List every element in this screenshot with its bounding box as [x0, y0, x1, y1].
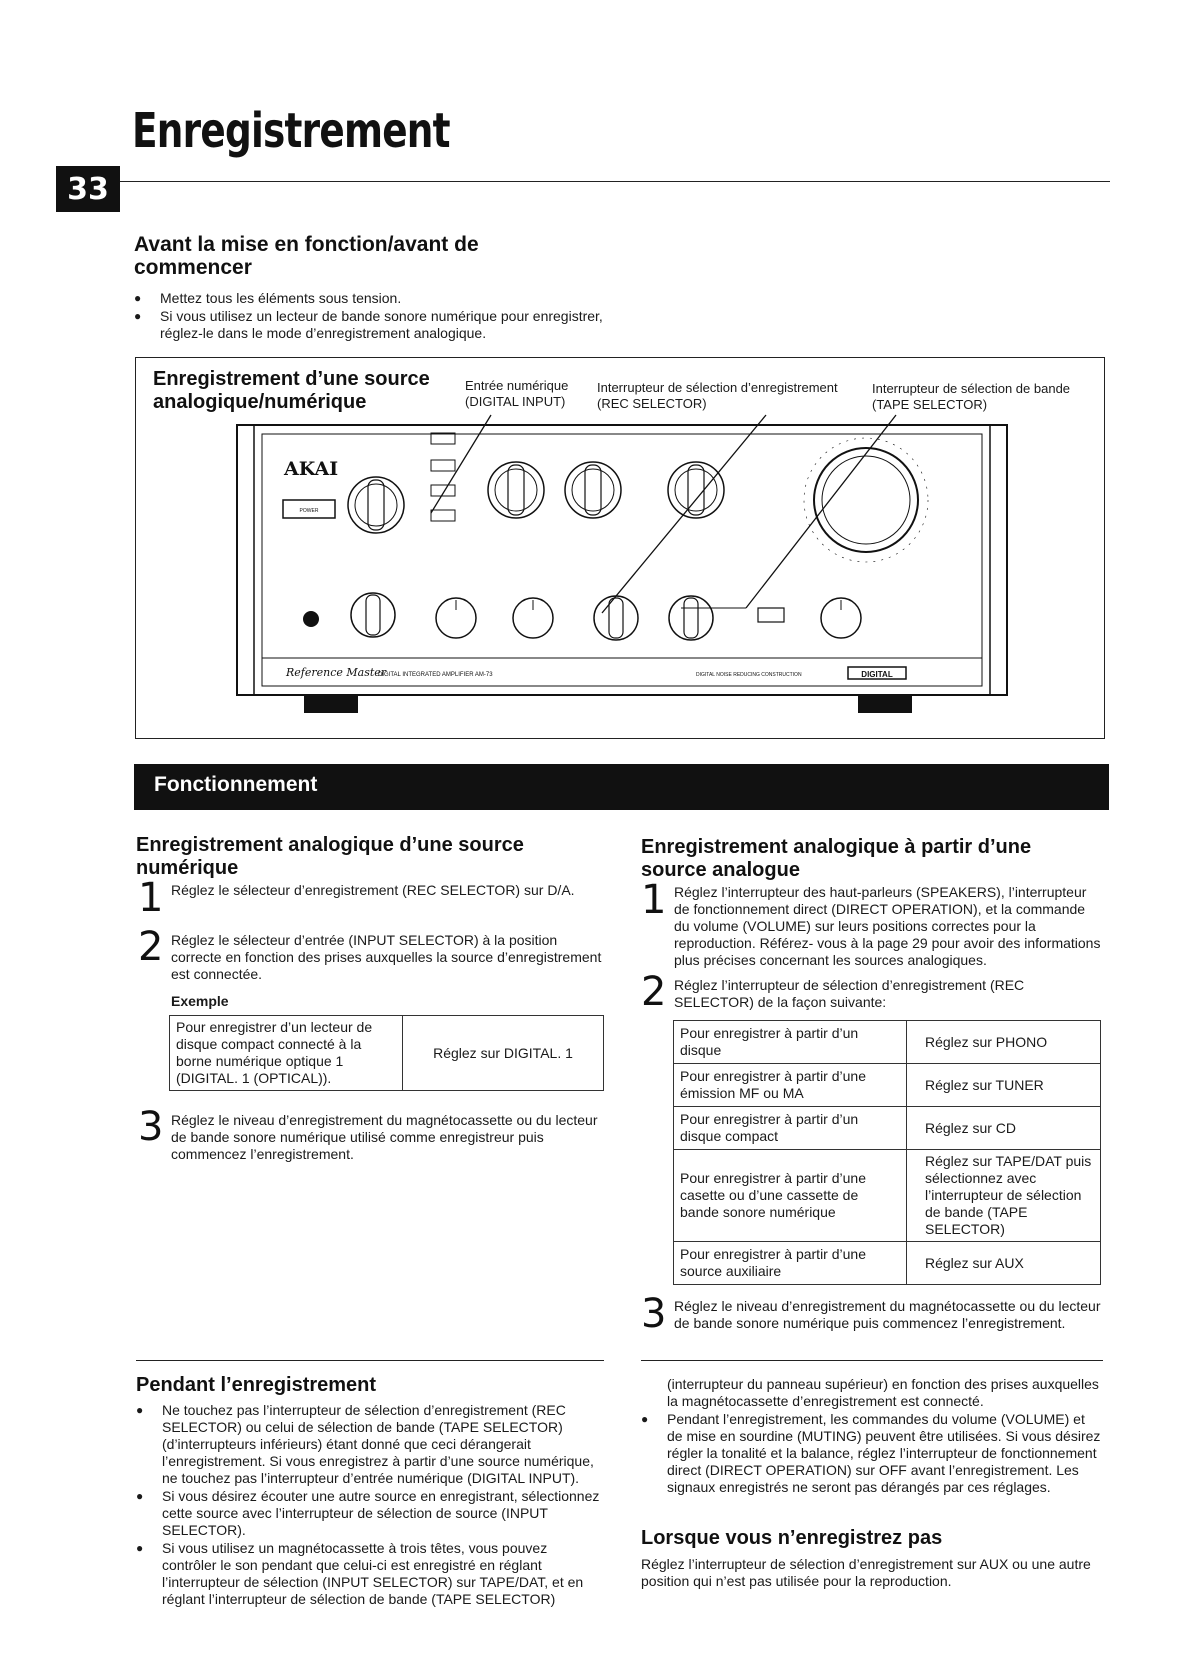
figure-heading: Enregistrement d’une source analogique/numérique	[153, 368, 430, 413]
page-title: Enregistrement	[132, 103, 450, 159]
title-rule	[120, 181, 1110, 182]
during-continuation: (interrupteur du panneau supérieur) en fonction des prises auxquelles la magnétocassette d’enregistrement est connecté.	[667, 1376, 1099, 1409]
svg-text:POWER: POWER	[299, 508, 319, 514]
svg-text:DIGITAL INTEGRATED AMPLIFIER: DIGITAL INTEGRATED AMPLIFIER AM-73	[378, 672, 493, 678]
table-row: Pour enregistrer à partir d’une casette ou d’une cassette de bande sonore numérique Réglez sur TAPE/DAT puis sélectionnez avec l’interrupteur de sélection de bande (TAPE SELECTOR)	[674, 1150, 1101, 1242]
step-number: 3	[138, 1104, 164, 1150]
table-row	[170, 1016, 604, 1091]
amplifier-illustration	[236, 400, 1012, 715]
example-table	[169, 1015, 604, 1091]
table-row: Pour enregistrer à partir d’une source auxiliaire Réglez sur AUX	[674, 1242, 1101, 1285]
phones-jack	[303, 611, 319, 627]
speakers-knob	[351, 593, 395, 637]
left-step-text: Réglez le sélecteur d’enregistrement (REC SELECTOR) sur D/A.	[171, 882, 575, 898]
not-recording-heading: Lorsque vous n’enregistrez pas	[641, 1527, 943, 1549]
step-number: 3	[641, 1291, 667, 1337]
not-recording-text: Réglez l’interrupteur de sélection d’enregistrement sur AUX ou une autre position qui n’est pas utilisée pour la reproduction.	[641, 1556, 1091, 1589]
tape-selector-knob-bottom	[669, 596, 713, 640]
step-number: 2	[641, 969, 667, 1015]
right-step-text: Réglez l’interrupteur de sélection d’enregistrement (REC SELECTOR) de la façon suivante:	[674, 977, 1025, 1010]
intro-bullet: ● Si vous utilisez un lecteur de bande sonore numérique pour enregistrer, réglez-le dans le mode d’enregistrement analogique.	[134, 308, 604, 342]
during-bullet: ● Si vous utilisez un magnétocassette à trois têtes, vous pouvez contrôler le son pendant que celui-ci est enregistré en réglant l’interrupteur de sélection (INPUT SELECTOR) sur TAPE/DAT, et en réglant l’interrupteur de sélection de bande (TAPE SELECTOR)	[136, 1540, 604, 1608]
rec-selector-knob	[594, 596, 638, 640]
right-step-text: Réglez le niveau d’enregistrement du magnétocassette ou du lecteur de bande sonore numérique puis commencez l’enregistrement.	[674, 1298, 1101, 1331]
table-row: Pour enregistrer à partir d’un disque Réglez sur PHONO	[674, 1021, 1101, 1064]
volume-knob	[804, 438, 928, 562]
direct-operation-knob	[668, 462, 724, 518]
page-number: 33	[56, 166, 120, 212]
balance-knob	[821, 598, 861, 638]
treble-knob	[513, 598, 553, 638]
intro-bullets	[134, 290, 604, 343]
during-bullet: ● Pendant l’enregistrement, les commandes du volume (VOLUME) et de mise en sourdine (MUTING) peuvent être utilisées. Si vous désirez régler la tonalité et la balance, réglez l’interrupteur de fonctionnement direct (DIRECT OPERATION) sur OFF avant l’enregistrement. Les signaux enregistrés ne seront pas dérangés par ces réglages.	[641, 1411, 1103, 1496]
left-step-text: Réglez le niveau d’enregistrement du magnétocassette ou du lecteur de bande sonore numérique utilisé comme enregistreur puis commencez l’enregistrement.	[171, 1112, 598, 1162]
digital-input-knob	[348, 477, 404, 533]
during-bullet: ● Si vous désirez écouter une autre source en enregistrant, sélectionnez cette source avec l’interrupteur de sélection de source (INPUT SELECTOR).	[136, 1488, 604, 1539]
rec-selector-table	[673, 1020, 1101, 1285]
svg-text:Reference Master: Reference Master	[286, 666, 387, 679]
callout-rec-selector: Interrupteur de sélection d’enregistrement (REC SELECTOR)	[597, 380, 838, 411]
separator-left	[136, 1360, 604, 1361]
muting-switch	[758, 608, 784, 622]
callout-tape-selector: Interrupteur de sélection de bande (TAPE SELECTOR)	[872, 381, 1071, 412]
example-label: Exemple	[171, 993, 229, 1009]
separator-right	[641, 1360, 1103, 1361]
right-step-text: Réglez l’interrupteur des haut-parleurs (SPEAKERS), l’interrupteur de fonctionnement direct (DIRECT OPERATION), et la commande du volume (VOLUME) sur leurs positions correctes pour la reproduction. Référez- vous à la page 29 pour avoir des informations plus précises concernant les sources analogiques.	[674, 884, 1101, 968]
during-bullets-left	[136, 1402, 604, 1609]
step-number: 1	[138, 875, 164, 921]
during-heading: Pendant l’enregistrement	[136, 1374, 377, 1396]
bass-knob	[436, 598, 476, 638]
left-step-text: Réglez le sélecteur d’entrée (INPUT SELECTOR) à la position correcte en fonction des prises auxquelles la source d’enregistrement est connectée.	[171, 932, 602, 982]
left-heading: Enregistrement analogique d’une source numérique	[136, 834, 524, 879]
brand-logo: AKAI	[284, 458, 339, 480]
callout-digital-input: Entrée numérique (DIGITAL INPUT)	[465, 378, 569, 409]
svg-text:DIGITAL: DIGITAL	[861, 670, 893, 679]
banner-label: Fonctionnement	[154, 773, 318, 796]
table-row: Pour enregistrer à partir d’une émission MF ou MA Réglez sur TUNER	[674, 1064, 1101, 1107]
table-row: Pour enregistrer à partir d’un disque compact Réglez sur CD	[674, 1107, 1101, 1150]
example-setting: Réglez sur DIGITAL. 1	[403, 1016, 604, 1091]
during-bullet: ● Ne touchez pas l’interrupteur de sélection d’enregistrement (REC SELECTOR) ou celui de sélection de bande (TAPE SELECTOR) (d’interrupteurs inférieurs) étant donné que ceci dérangerait l’enregistrement. Si vous enregistrez à partir d’une source numérique, ne touchez pas l’interrupteur d’entrée numérique (DIGITAL INPUT).	[136, 1402, 604, 1487]
intro-heading: Avant la mise en fonction/avant de commencer	[134, 233, 479, 279]
intro-bullet: ● Mettez tous les éléments sous tension.	[134, 290, 604, 307]
input-selector-knob	[488, 462, 544, 518]
section-banner	[134, 764, 1109, 810]
right-heading: Enregistrement analogique à partir d’une source analogue	[641, 836, 1032, 881]
step-number: 2	[138, 924, 164, 970]
step-number: 1	[641, 877, 667, 923]
example-source: Pour enregistrer d’un lecteur de disque compact connecté à la borne numérique optique 1 (DIGITAL. 1 (OPTICAL)).	[170, 1016, 403, 1091]
during-bullets-right	[641, 1411, 1103, 1497]
tape-selector-knob-top	[565, 462, 621, 518]
svg-text:DIGITAL NOISE REDUCING CONSTRU: DIGITAL NOISE REDUCING CONSTRUCTION	[696, 672, 802, 678]
